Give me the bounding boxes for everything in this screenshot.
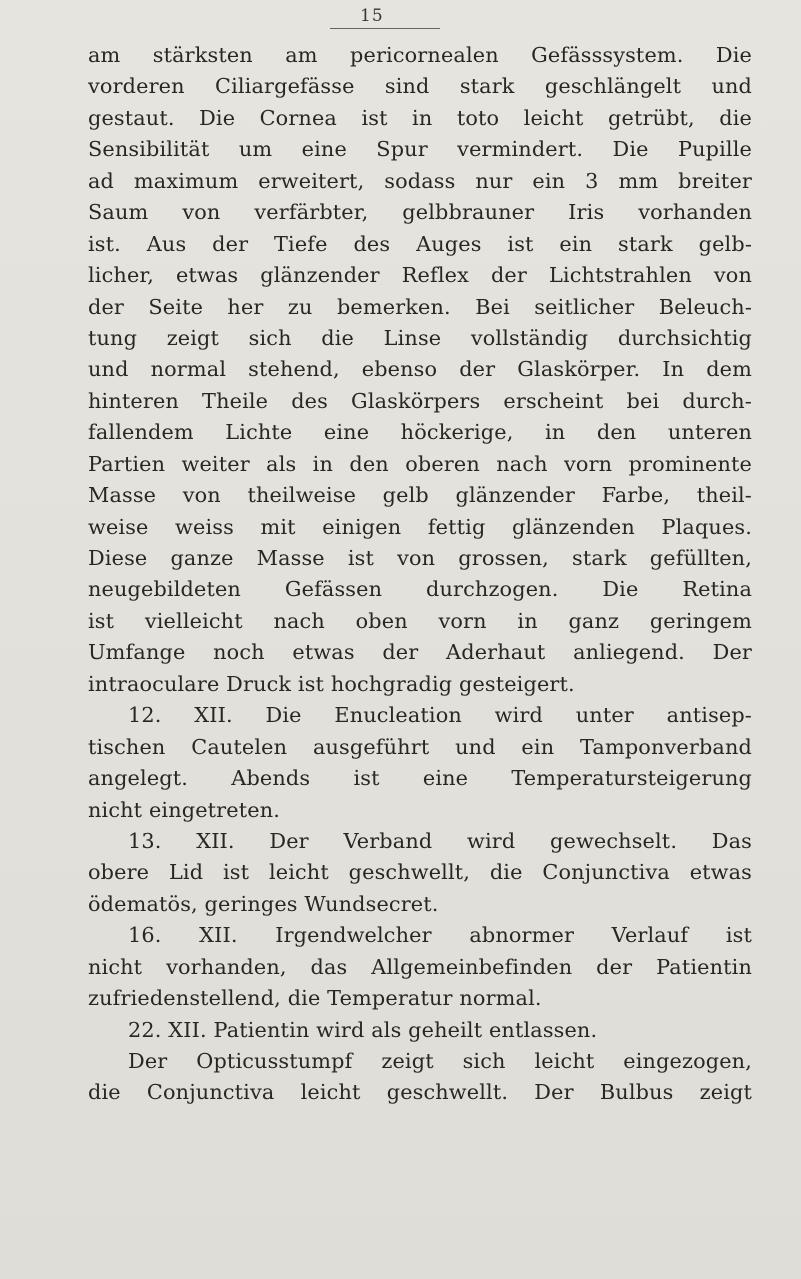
text-line: 16. XII. Irgendwelcher abnormer Verlauf ist [128,923,752,948]
text-line: vorderen Ciliargefässe sind stark geschlängelt und [88,74,752,99]
text-line: zufriedenstellend, die Temperatur normal. [88,986,542,1011]
text-line: licher, etwas glänzender Reflex der Lichtstrahlen von [88,263,752,288]
text-line: ödematös, geringes Wundsecret. [88,891,439,916]
header-rule [330,28,440,29]
text-line: tung zeigt sich die Linse vollständig durchsichtig [88,325,752,350]
text-line: die Conjunctiva leicht geschwellt. Der Bulbus zeigt [88,1080,752,1105]
text-line: Umfange noch etwas der Aderhaut anliegend. Der [88,640,752,665]
text-line: Der Opticusstumpf zeigt sich leicht eingezogen, [128,1049,752,1073]
text-line: Saum von verfärbter, gelbbrauner Iris vorhanden [88,200,752,225]
text-line: Partien weiter als in den oberen nach vorn prominente [88,451,752,476]
body-text [88,40,752,1109]
text-line: ist. Aus der Tiefe des Auges ist ein stark gelb- [88,231,752,256]
text-line: am stärksten am pericornealen Gefässsystem. Die [88,43,752,67]
text-line: gestaut. Die Cornea ist in toto leicht getrübt, die [88,105,752,130]
text-line: hinteren Theile des Glaskörpers erscheint bei durch- [88,388,752,413]
text-line: Masse von theilweise gelb glänzender Farbe, theil- [88,483,752,508]
text-line: weise weiss mit einigen fettig glänzenden Plaques. [88,514,752,539]
page-number: 15 [360,6,384,26]
text-line: 12. XII. Die Enucleation wird unter antisep- [128,703,752,728]
text-line: angelegt. Abends ist eine Temperatursteigerung [88,766,752,791]
text-line: 13. XII. Der Verband wird gewechselt. Das [128,828,752,853]
text-line: 22. XII. Patientin wird als geheilt entlassen. [128,1017,598,1042]
text-line: und normal stehend, ebenso der Glaskörper. In dem [88,357,752,382]
text-line: nicht eingetreten. [88,797,281,822]
text-line: ist vielleicht nach oben vorn in ganz geringem [88,608,752,633]
text-line: Sensibilität um eine Spur vermindert. Die Pupille [88,137,752,162]
text-line: tischen Cautelen ausgeführt und ein Tamponverband [88,734,752,759]
text-line: obere Lid ist leicht geschwellt, die Conjunctiva etwas [88,860,752,885]
text-line: Diese ganze Masse ist von grossen, stark gefüllten, [88,546,752,570]
text-line: ad maximum erweitert, sodass nur ein 3 mm breiter [88,168,752,193]
text-line: neugebildeten Gefässen durchzogen. Die Retina [88,577,752,602]
text-line: intraoculare Druck ist hochgradig gesteigert. [88,671,575,696]
text-line: der Seite her zu bemerken. Bei seitlicher Beleuch- [88,294,752,319]
text-line: nicht vorhanden, das Allgemeinbefinden der Patientin [88,954,752,979]
text-line: fallendem Lichte eine höckerige, in den unteren [88,420,752,445]
